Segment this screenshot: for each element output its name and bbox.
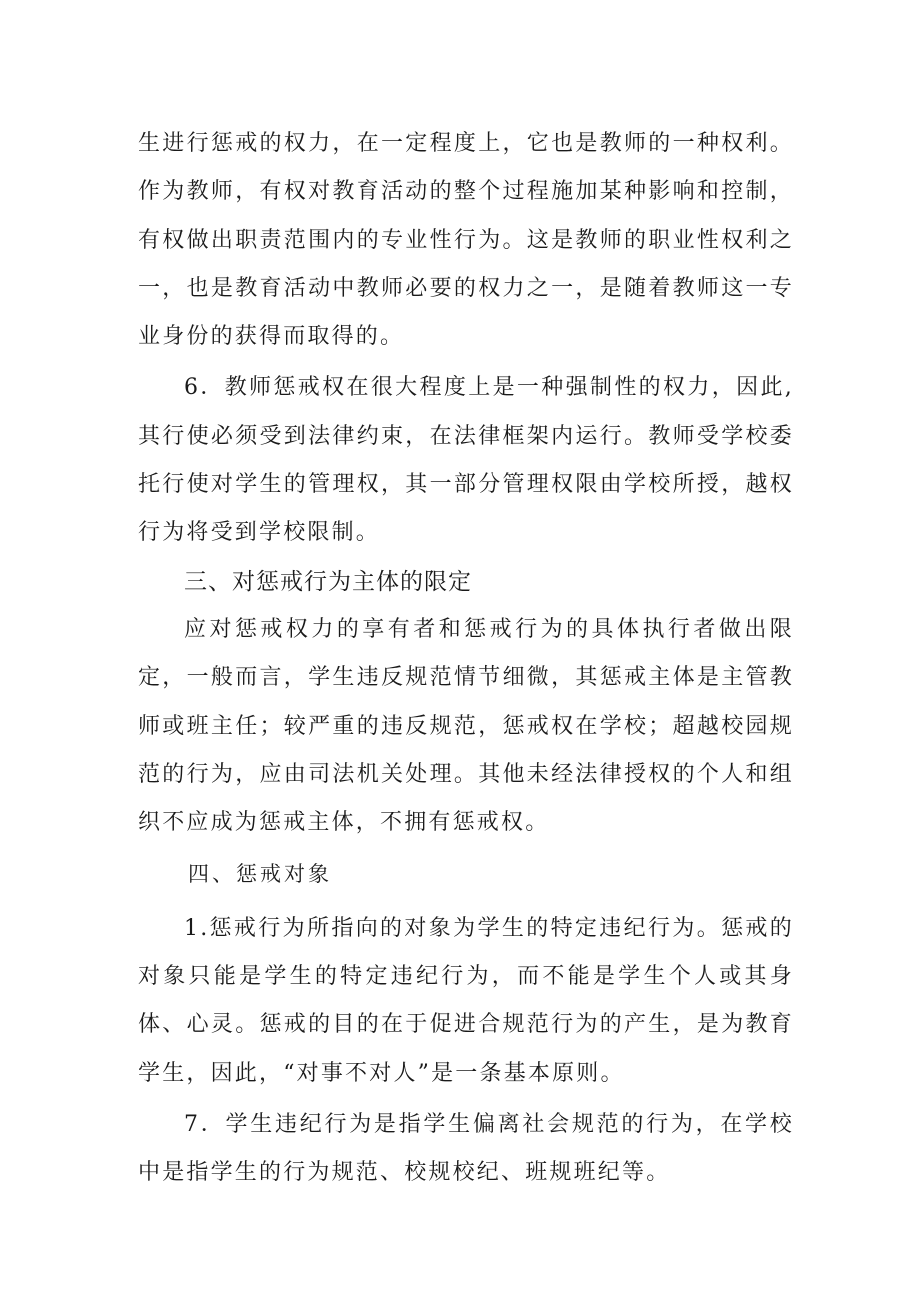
paragraph-item-6: 6．教师惩戒权在很大程度上是一种强制性的权力，因此,其行使必须受到法律约束，在法律框架内运行。教师受学校委托行使对学生的管理权，其一部分管理权限由学校所授，越权行为将受到学校限制。 [138, 375, 794, 546]
document-page [138, 120, 794, 1198]
paragraph-item-7: 7．学生违纪行为是指学生偏离社会规范的行为，在学校中是指学生的行为规范、校规校纪、班规班纪等。 [138, 1111, 794, 1186]
section-heading-3: 三、对惩戒行为主体的限定 [184, 568, 472, 595]
section-heading-4: 四、惩戒对象 [188, 862, 332, 887]
paragraph-teacher-right: 生进行惩戒的权力，在一定程度上，它也是教师的一种权利。作为教师，有权对教育活动的整个过程施加某种影响和控制，有权做出职责范围内的专业性行为。这是教师的职业性权利之一，也是教育活动中教师必要的权力之一，是随着教师这一专业身份的获得而取得的。 [138, 131, 794, 350]
paragraph-subject-limits: 应对惩戒权力的享有者和惩戒行为的具体执行者做出限定，一般而言，学生违反规范情节细微，其惩戒主体是主管教师或班主任；较严重的违反规范，惩戒权在学校；超越校园规范的行为，应由司法机关处理。其他未经法律授权的个人和组织不应成为惩戒主体，不拥有惩戒权。 [138, 616, 794, 836]
paragraph-item-1: 1.惩戒行为所指向的对象为学生的特定违纪行为。惩戒的对象只能是学生的特定违纪行为，而不能是学生个人或其身体、心灵。惩戒的目的在于促进合规范行为的产生，是为教育学生，因此，“对事不对人”是一条基本原则。 [138, 915, 794, 1086]
